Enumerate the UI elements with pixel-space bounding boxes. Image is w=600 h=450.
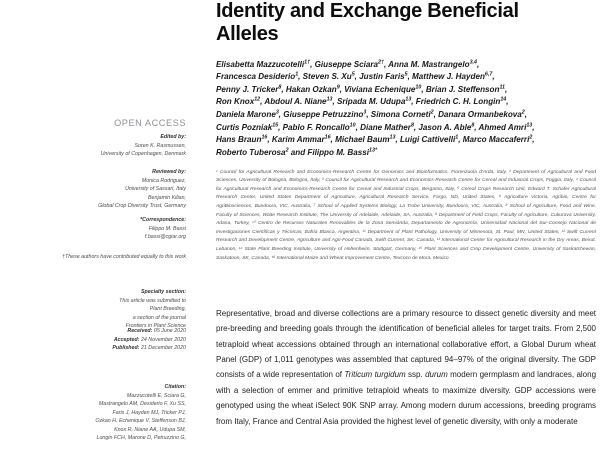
- sidebar: [0, 0, 196, 450]
- author-affiliation-marker: 11: [499, 84, 505, 91]
- published-value: 21 December 2020: [140, 345, 186, 352]
- author-affiliation-marker: 1: [455, 134, 459, 141]
- citation-line: Longin FCH, Marone D, Petruzzino G,: [96, 435, 186, 442]
- author-name: , Giuseppe Sciara: [310, 59, 379, 69]
- abstract-text: Representative, broad and diverse collections are a primary resource to dissect genetic diversity and meet pre-breeding and breeding goals through the identification of beneficial alleles for target traits. From 2,500 tetraploid wheat accessions obtained through an international collaborative effort, a Global Durum wheat Panel (GDP) of 1,011 genotypes was assembled that captured 94–97% of the original diversity. The GDP consists of a wide representation of Triticum turgidum ssp. durum modern germplasm and landraces, along with a selection of emmer and primitive tetraploid wheats to maximize diversity. GDP accessions were genotyped using the wheat iSelect 90K SNP array. Among modern durum accessions, breeding programs from Italy, France and Central Asia provided the highest level of genetic diversity, with only a moderate: [216, 309, 597, 426]
- reviewer-affiliation-2: Global Crop Diversity Trust, Germany: [98, 203, 186, 210]
- author-name: Penny J. Tricker: [216, 84, 279, 94]
- author-affiliation-marker: 14: [500, 96, 507, 103]
- article-dates-block: [36, 327, 186, 353]
- main-column: [216, 0, 600, 450]
- author-affiliation-marker: 2: [529, 134, 533, 141]
- edited-by-heading: Edited by:: [160, 134, 186, 140]
- specialty-section-block: [36, 288, 186, 331]
- author-affiliation-marker: 12: [254, 96, 261, 103]
- author-line: [216, 109, 594, 122]
- author-name: , Hakan Ozkan: [281, 84, 337, 94]
- author-name: , Brian J. Steffenson: [421, 84, 500, 94]
- received-value: 05 June 2020: [153, 328, 186, 334]
- author-affiliation-marker: 3: [275, 109, 279, 116]
- author-name: Hans Braun: [216, 135, 262, 145]
- author-name: , Sripada M. Udupa: [332, 97, 406, 107]
- specialty-heading: Specialty section:: [140, 289, 186, 295]
- citation-line: Knox R, Niane AA, Udupa SM,: [114, 426, 186, 433]
- author-name: , Matthew J. Hayden: [407, 72, 485, 82]
- species-name: Triticum turgidum: [344, 370, 406, 380]
- specialty-line-3: a section of the journal: [132, 314, 186, 321]
- correspondence-email[interactable]: f.bassi@cgiar.org: [144, 234, 186, 241]
- affiliations-text: ¹ Council for Agricultural Research and Economics-Research Centre for Genomics and Bioinformatics, Fiorenzuola d'Arda, Italy, ² Department of Agricultural and Food Sciences, University of Bologna, Bologna, Italy, ³ Council for Agricultural Research and Economics-Research Centre for Cereal and Industrial Crops, Foggia, Italy, ⁴ Council for Agricultural Research and Economics-Research Centre for Cereal and Industrial Crops, Bergamo, Italy, ⁵ Cereal Crops Research Unit, Edward T. Schafer Agricultural Research Center, United States Department of Agriculture, Agricultural Research Service, Fargo, ND, United States, ⁶ Agriculture Victoria, Agribio, Centre for AgriBiosciences, Bundoora, VIC, Australia, ⁷ School of Applied Systems Biology, La Trobe University, Bundoora, VIC, Australia, ⁸ School of Agriculture, Food and Wine, Faculty of Sciences, Waite Research Institute, The University of Adelaide, Adelaide, SA, Australia, ⁹ Department of Field Crops, Faculty of Agriculture, Cukurova University, Adana, Turkey, ¹⁰ Centro de Recursos Naturales Renovables de la Zona Semiárida, Departamento de Agronomía, Universidad Nacional del Sur-Consejo Nacional de Investigaciones Científicas y Técnicas, Bahía Blanca, Argentina, ¹¹ Department of Plant Pathology, University of Minnesota, St. Paul, MN, United States, ¹² Swift Current Research and Development Centre, Agriculture and Agri-Food Canada, Swift Current, SK, Canada, ¹³ International Center for Agricultural Research in the Dry Areas, Beirut, Lebanon, ¹⁴ State Plant Breeding Institute, University of Hohenheim, Stuttgart, Germany, ¹⁵ Plant Sciences and Crop Development Centre, University of Saskatchewan, Saskatoon, SK, Canada, ¹⁶ International Maize and Wheat Improvement Centre, Texcoco de Mora, Mexico: [216, 169, 596, 261]
- specialty-line-2: Plant Breeding,: [149, 306, 186, 313]
- edited-by-block: [36, 133, 186, 159]
- author-list: [216, 59, 594, 160]
- author-affiliation-marker: 13: [389, 134, 396, 141]
- published-label: Published:: [112, 345, 140, 352]
- author-name: , Justin Faris: [354, 72, 405, 82]
- author-affiliation-marker: 10: [415, 84, 422, 91]
- author-name: , Danara Ormanbekova: [433, 110, 522, 120]
- author-name: , Simona Corneti: [366, 110, 431, 120]
- author-name: , Abdoul A. Niane: [260, 97, 327, 107]
- accepted-date: [36, 336, 186, 345]
- author-name: Francesca Desiderio: [216, 72, 296, 82]
- author-line: [216, 122, 594, 135]
- author-name: , Ahmed Amri: [474, 122, 527, 132]
- author-line: [216, 147, 594, 160]
- editor-affiliation: University of Copenhagen, Denmark: [100, 151, 186, 158]
- page-title: [216, 0, 591, 46]
- author-name: ,: [532, 122, 535, 132]
- specialty-journal: Frontiers in Plant Science: [125, 323, 186, 330]
- author-name: Elisabetta Mazzucotelli: [216, 59, 305, 69]
- correspondence-heading: *Correspondence:: [140, 217, 186, 223]
- author-line: [216, 96, 594, 109]
- species-name: durum: [425, 370, 448, 380]
- correspondence-name: Filippo M. Bassi: [148, 225, 186, 232]
- author-affiliation-marker: 8: [471, 122, 475, 129]
- author-name: , Luigi Cattivelli: [395, 135, 456, 145]
- citation-line: Mastrangelo AM, Desiderio F, Xu SS,: [98, 401, 186, 408]
- author-affiliation-marker: 1: [295, 71, 299, 78]
- author-name: Curtis Pozniak: [216, 122, 273, 132]
- author-name: ,: [492, 72, 495, 82]
- author-affiliation-marker: 16: [261, 134, 268, 141]
- author-affiliation-marker: 13: [405, 96, 412, 103]
- author-affiliation-marker: 9: [336, 84, 340, 91]
- reviewer-name-2: Benjamin Kilian,: [148, 194, 186, 201]
- citation-line: Ozkan H, Echenique V, Steffenson BJ,: [95, 418, 186, 425]
- citation-block: [36, 383, 186, 443]
- affiliations-block: [216, 169, 596, 264]
- author-name: and Filippo M. Bassi: [288, 147, 370, 157]
- specialty-line-1: This article was submitted to: [119, 297, 186, 304]
- author-name: , Anna M. Mastrangelo: [383, 59, 470, 69]
- author-affiliation-marker: 13: [326, 96, 333, 103]
- citation-line: Faris J, Hayden MJ, Tricker PJ,: [112, 409, 186, 416]
- author-affiliation-marker: 8: [278, 84, 282, 91]
- author-affiliation-marker: 8: [410, 122, 414, 129]
- title-line-1: Identity and Exchange Beneficial: [216, 0, 519, 22]
- author-line: [216, 71, 594, 84]
- accepted-label: Accepted:: [113, 336, 140, 343]
- author-name: ,: [524, 110, 527, 120]
- author-affiliation-marker: 3,4: [469, 58, 477, 65]
- author-affiliation-marker: 2: [430, 109, 434, 116]
- author-affiliation-marker: 15: [272, 122, 279, 129]
- author-affiliation-marker: 13*: [369, 147, 378, 154]
- author-affiliation-marker: 2: [285, 147, 289, 154]
- author-line: [216, 134, 594, 147]
- correspondence-block: [36, 216, 186, 242]
- author-name: , Steven S. Xu: [298, 72, 352, 82]
- citation-heading: Citation:: [164, 384, 186, 390]
- editor-name: Soren K. Rasmussen,: [134, 142, 186, 149]
- author-name: ,: [504, 84, 508, 94]
- author-affiliation-marker: 10: [349, 122, 356, 129]
- author-affiliation-marker: 16: [324, 134, 331, 141]
- author-name: , Diane Mather: [355, 122, 411, 132]
- abstract-block: [216, 306, 596, 429]
- equal-contribution-note: [36, 253, 186, 262]
- title-line-2: Alleles: [216, 22, 279, 45]
- reviewed-by-heading: Reviewed by:: [152, 169, 186, 175]
- author-name: , Jason A. Able: [413, 122, 472, 132]
- author-affiliation-marker: 5: [404, 71, 408, 78]
- citation-line: Mazzucotelli E, Sciara G,: [126, 392, 186, 399]
- author-line: [216, 84, 594, 97]
- author-affiliation-marker: 2: [521, 109, 525, 116]
- author-name: , Karim Ammar: [267, 135, 325, 145]
- author-name: , Viviana Echenique: [339, 84, 416, 94]
- author-name: Roberto Tuberosa: [216, 147, 286, 157]
- equal-contribution-text: †These authors have contributed equally to this work: [62, 254, 186, 260]
- received-label: Received:: [127, 328, 153, 334]
- author-name: , Friedrich C. H. Longin: [411, 97, 501, 107]
- author-affiliation-marker: 13: [526, 122, 533, 129]
- published-date: [36, 344, 186, 353]
- author-name: ,: [506, 97, 509, 107]
- received-date: [36, 327, 186, 336]
- author-name: Daniela Marone: [216, 110, 276, 120]
- author-affiliation-marker: 3: [363, 109, 367, 116]
- reviewer-affiliation-1: University of Sassari, Italy: [125, 186, 186, 193]
- author-name: ,: [476, 59, 480, 69]
- author-affiliation-marker: 1†: [304, 58, 311, 65]
- author-line: [216, 59, 594, 72]
- author-name: , Michael Baum: [330, 135, 390, 145]
- open-access-badge: OPEN ACCESS: [114, 118, 186, 128]
- accepted-value: 24 November 2020: [140, 336, 186, 343]
- author-name: , Giuseppe Petruzzino: [278, 110, 364, 120]
- author-name: Ron Knox: [216, 97, 255, 107]
- author-affiliation-marker: 6,7: [484, 71, 493, 78]
- author-affiliation-marker: 2†: [378, 58, 384, 65]
- reviewer-name-1: Monica Rodriguez,: [141, 177, 186, 184]
- reviewed-by-block: [36, 168, 186, 211]
- author-name: ,: [532, 135, 535, 145]
- author-name: , Marco Maccaferri: [458, 135, 530, 145]
- author-affiliation-marker: 5: [351, 71, 355, 78]
- author-name: , Pablo F. Roncallo: [278, 122, 350, 132]
